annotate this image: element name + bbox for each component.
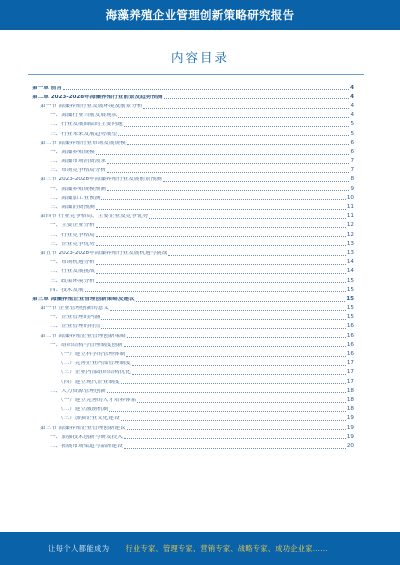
toc-entry[interactable] [32,422,354,431]
toc-entry[interactable] [32,229,354,238]
toc-entry-page: 13 [346,249,354,256]
toc-entry-page: 6 [350,148,354,155]
toc-entry-page: 4 [350,102,354,109]
toc-entry[interactable] [32,376,354,385]
toc-leader-dots [118,135,349,136]
toc-entry-page: 18 [346,396,354,403]
toc-entry-label: 三、企业竞争优势 [50,241,95,247]
toc-entry-label: （三）企业内部组织结构优化 [58,370,131,376]
toc-entry[interactable] [32,358,354,367]
toc-entry-page: 13 [346,240,354,247]
toc-entry-label: 第三节 海藻养殖企业管理创新建议 [40,425,126,431]
toc-entry-page: 14 [346,259,354,266]
toc-entry-label: 二、拓展市场渠道与品牌建设 [50,443,123,449]
toc-leader-dots [109,411,346,412]
toc-entry-page: 15 [346,314,354,321]
toc-leader-dots [96,209,346,210]
toc-leader-dots [132,374,346,375]
toc-leader-dots [168,255,346,256]
toc-entry-page: 17 [346,378,354,385]
toc-entry-label: 一、主要企业分析 [50,223,95,229]
toc-entry-page: 5 [350,121,354,128]
toc-entry[interactable] [32,128,354,137]
toc-entry-label: 二、行业竞争格局 [50,232,95,238]
toc-entry[interactable] [32,284,354,293]
toc-leader-dots [96,282,346,283]
toc-entry[interactable] [32,275,354,284]
toc-entry-page: 20 [346,442,354,449]
toc-entry-label: 二、企业管理的特点 [50,324,101,330]
toc-entry-page: 4 [350,93,354,100]
toc-entry-page: 6 [350,139,354,146]
toc-entry-page: 4 [350,84,354,91]
toc-entry-page: 19 [346,424,354,431]
toc-entry-label: 第二节 海藻养殖企业管理创新策略 [40,333,126,339]
toc-entry-page: 16 [346,351,354,358]
toc-entry[interactable] [32,257,354,266]
table-of-contents [32,82,354,450]
toc-leader-dots [136,301,346,302]
toc-entry[interactable] [32,312,354,321]
toc-leader-dots [96,154,350,155]
toc-entry[interactable] [32,100,354,109]
toc-entry-page: 4 [350,112,354,119]
toc-entry-page: 12 [346,222,354,229]
toc-entry-label: 第三章 海藻养殖企业管理创新策略及建议 [32,296,135,302]
toc-leader-dots [107,190,349,191]
toc-entry[interactable] [32,266,354,275]
toc-leader-dots [107,172,349,173]
toc-entry[interactable] [32,413,354,422]
document-footer [0,532,400,565]
toc-entry-page: 16 [346,323,354,330]
toc-leader-dots [143,108,349,109]
toc-entry-label: （二）建立激励机制 [58,407,109,413]
toc-leader-dots [124,126,350,127]
toc-leader-dots [63,89,349,90]
toc-leader-dots [132,365,346,366]
toc-entry-page: 10 [346,194,354,201]
toc-entry-label: 第五节 2023-2028年海藻养殖行业发展机遇与挑战 [40,250,168,256]
toc-entry-label: 二、人力资源管理创新 [50,388,106,394]
toc-entry[interactable] [32,220,354,229]
toc-entry-page: 5 [350,130,354,137]
toc-leader-dots [124,448,346,449]
toc-entry-label: 一、海藻养殖规模 [50,149,95,155]
toc-entry-page: 11 [346,204,354,211]
toc-leader-dots [85,291,346,292]
toc-entry-page: 18 [346,387,354,394]
toc-entry-label: 一、加强技术创新与研发投入 [50,434,123,440]
toc-leader-dots [101,319,346,320]
toc-leader-dots [110,310,346,311]
toc-entry-label: 一、企业管理的内涵 [50,315,101,321]
toc-entry-page: 17 [346,369,354,376]
toc-entry-label: （三）加强企业文化建设 [58,416,120,422]
toc-leader-dots [127,144,350,145]
toc-entry-label: 三、行业未来发展趋势展望 [50,131,118,137]
toc-entry-page: 19 [346,433,354,440]
toc-entry-label: 第一节 海藻养殖行业发展环境及前景分析 [40,103,143,109]
toc-entry-label: 第二章 2023-2028年海藻养殖行业前景及趋势预测 [32,94,163,100]
toc-entry[interactable] [32,174,354,183]
toc-entry-label: 一、组织结构与管理制度创新 [50,342,123,348]
toc-entry-label: 二、海藻加工业预测 [50,195,101,201]
toc-entry-page: 19 [346,415,354,422]
toc-entry-page: 18 [346,406,354,413]
toc-entry-page: 15 [346,277,354,284]
toc-leader-dots [137,402,346,403]
toc-entry[interactable] [32,385,354,394]
toc-entry[interactable] [32,303,354,312]
toc-entry[interactable] [32,348,354,357]
toc-leader-dots [164,98,350,99]
toc-entry[interactable] [32,247,354,256]
toc-entry[interactable] [32,367,354,376]
document-title: 海藻养殖企业管理创新策略研究报告 [105,8,295,22]
toc-entry-page: 15 [346,286,354,293]
toc-leader-dots [96,273,346,274]
toc-leader-dots [149,218,346,219]
toc-entry-label: 二、行业发展挑战 [50,269,95,275]
toc-entry[interactable] [32,394,354,403]
toc-entry[interactable] [32,440,354,449]
toc-leader-dots [96,227,346,228]
toc-entry-label: 二、行业发展面临的主要问题 [50,122,123,128]
toc-entry[interactable] [32,137,354,146]
toc-entry-page: 7 [350,158,354,165]
toc-entry[interactable] [32,165,354,174]
toc-leader-dots [96,245,346,246]
toc-entry-page: 11 [346,213,354,220]
toc-entry[interactable] [32,91,354,100]
toc-entry[interactable] [32,321,354,330]
toc-entry-label: 一、市场机遇分析 [50,260,95,266]
toc-entry-label: （二）完善企业内部管理制度 [58,361,131,367]
toc-leader-dots [101,199,346,200]
toc-leader-dots [126,356,346,357]
toc-entry[interactable] [32,404,354,413]
toc-entry-page: 16 [346,332,354,339]
toc-entry[interactable] [32,431,354,440]
toc-leader-dots [127,429,346,430]
toc-entry-page: 8 [350,176,354,183]
toc-entry-page: 7 [350,167,354,174]
toc-entry-label: 三、海藻消费预测 [50,205,95,211]
toc-leader-dots [101,328,346,329]
toc-entry[interactable] [32,339,354,348]
toc-entry-label: （四）建立现代企业制度 [58,379,120,385]
toc-entry-label: 第一节 企业管理创新的意义 [40,306,109,312]
toc-entry[interactable] [32,82,354,91]
toc-heading: 内容目录 [170,50,229,65]
toc-entry-label: 第二节 海藻养殖行业市场发展规模 [40,140,126,146]
toc-entry[interactable] [32,146,354,155]
toc-leader-dots [127,337,346,338]
toc-leader-dots [124,346,346,347]
toc-entry-page: 16 [346,341,354,348]
toc-entry-label: 第三节 2023-2028年海藻养殖行业发展前景预测 [40,177,162,183]
toc-entry-label: 第一章 前言 [32,85,62,91]
toc-entry-label: 第四节 行业竞争格局，主要企业及竞争优势 [40,214,149,220]
toc-entry-label: （一）建立完善的人才培养体系 [58,397,137,403]
toc-leader-dots [107,392,346,393]
toc-leader-dots [121,420,346,421]
toc-entry[interactable] [32,183,354,192]
toc-entry-label: 一、海藻行业当前发展现状 [50,113,118,119]
toc-leader-dots [96,264,346,265]
document-header [0,0,400,30]
toc-leader-dots [124,438,346,439]
toc-entry-page: 12 [346,231,354,238]
toc-entry-page: 15 [346,295,354,302]
toc-entry-page: 17 [346,360,354,367]
toc-entry[interactable] [32,201,354,210]
toc-divider [28,74,364,75]
toc-entry-label: 四、技术发展 [50,287,84,293]
toc-entry[interactable] [32,293,354,302]
toc-entry-label: （一）建立科学的管理体制 [58,352,126,358]
footer-slogan: 让每个人都能成为 [48,543,110,553]
toc-leader-dots [121,383,346,384]
toc-entry-label: 一、海藻养殖规模预测 [50,186,106,192]
toc-entry[interactable] [32,330,354,339]
toc-entry-page: 9 [350,185,354,192]
footer-tags: 行业专家、管理专家、营销专家、战略专家、成功企业家…… [125,543,328,553]
toc-entry-label: 三、政策环境分析 [50,278,95,284]
toc-entry-label: 二、海藻市场消费需求 [50,159,106,165]
toc-entry-page: 15 [346,305,354,312]
toc-entry-page: 14 [346,268,354,275]
toc-leader-dots [96,236,346,237]
toc-entry-label: 三、市场竞争格局分析 [50,168,106,174]
toc-leader-dots [118,117,349,118]
toc-entry[interactable] [32,156,354,165]
toc-entry[interactable] [32,119,354,128]
toc-entry[interactable] [32,110,354,119]
toc-leader-dots [163,181,350,182]
toc-entry[interactable] [32,238,354,247]
toc-entry[interactable] [32,211,354,220]
toc-leader-dots [107,163,349,164]
toc-entry[interactable] [32,192,354,201]
